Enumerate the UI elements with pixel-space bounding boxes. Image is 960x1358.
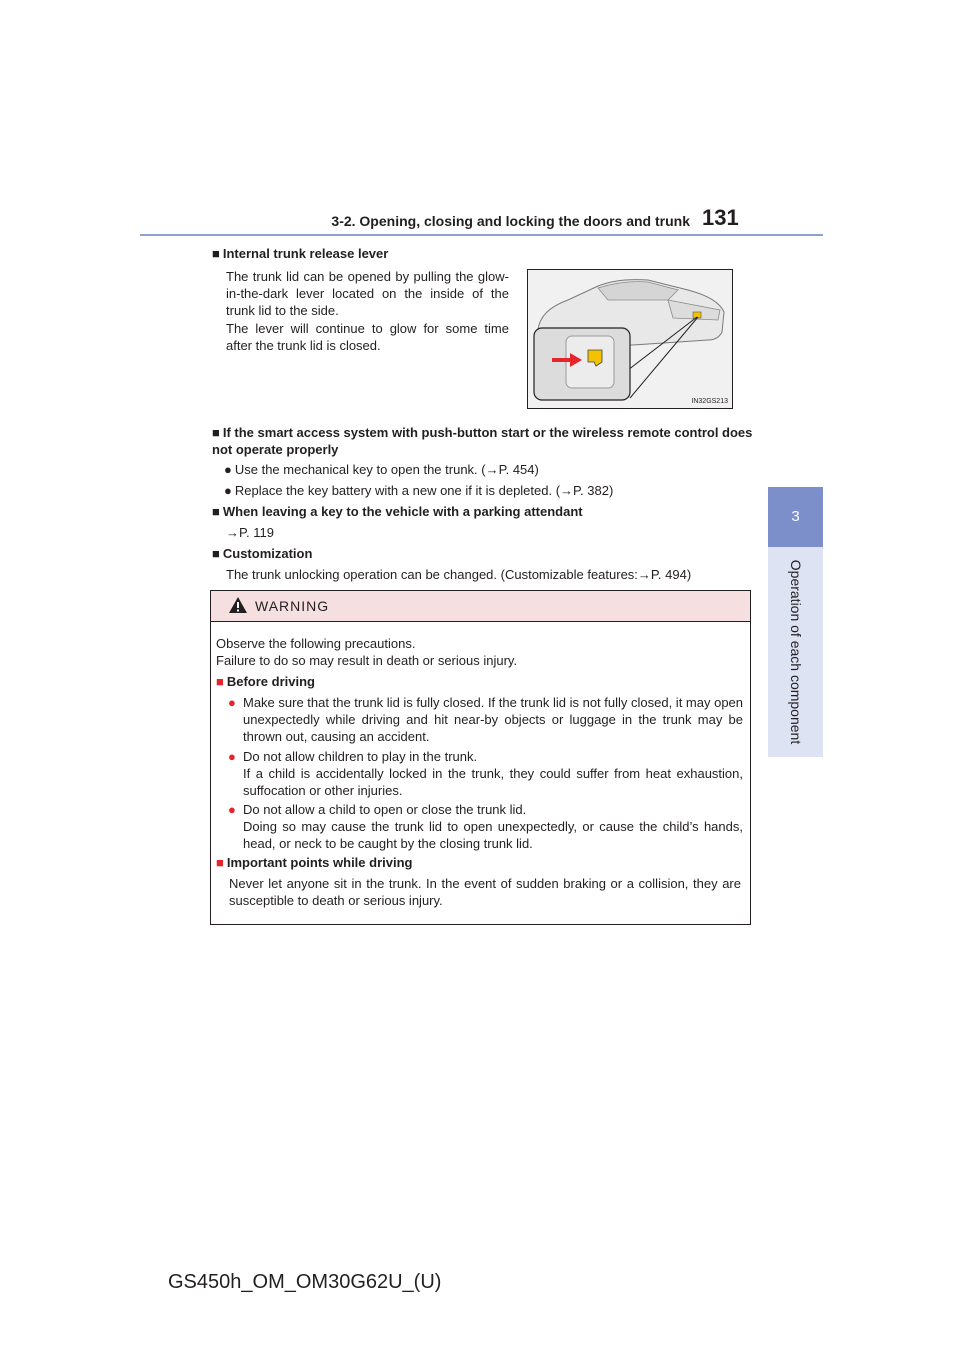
before-bullet-2a: Do not allow children to play in the trunk. — [243, 749, 478, 764]
important-points-heading: ■ Important points while driving — [216, 855, 413, 870]
parking-ref: →P. 119 — [226, 525, 274, 540]
warning-intro-1: Observe the following precautions. — [216, 636, 416, 651]
customization-heading: ■ Customization — [212, 546, 313, 561]
warning-intro-2: Failure to do so may result in death or serious injury. — [216, 653, 518, 668]
important-points-text: Never let anyone sit in the trunk. In the event of sudden braking or a collision, they are susceptible to death or serious injury. — [229, 876, 741, 908]
smart-access-bullet-2: ● Replace the key battery with a new one if it is depleted. (→P. 382) — [224, 483, 614, 498]
internal-lever-para2: The lever will continue to glow for some time after the trunk lid is closed. — [226, 321, 509, 353]
smart-access-bullet-1: ● Use the mechanical key to open the trunk. (→P. 454) — [224, 462, 539, 477]
before-driving-heading: ■ Before driving — [216, 674, 315, 689]
document-code: GS450h_OM_OM30G62U_(U) — [168, 1271, 442, 1293]
chapter-tab-label: Operation of each component — [787, 559, 804, 745]
bullet-dot-2: ● — [228, 749, 236, 764]
chapter-tab-number: 3 — [768, 487, 823, 547]
parking-heading: ■ When leaving a key to the vehicle with a parking attendant — [212, 504, 583, 519]
bullet-dot-1: ● — [228, 695, 236, 710]
warning-label: WARNING — [255, 598, 330, 614]
smart-access-heading: ■ If the smart access system with push-button start or the wireless remote control does not operate properly — [212, 425, 753, 457]
before-bullet-3b: Doing so may cause the trunk lid to open unexpectedly, or cause the child’s hands, head, or neck to be caught by the closing trunk lid. — [243, 819, 743, 851]
section-title: 3-2. Opening, closing and locking the doors and trunk — [331, 213, 690, 229]
before-bullet-2b: If a child is accidentally locked in the trunk, they could suffer from heat exhaustion, suffocation or other injuries. — [243, 766, 743, 798]
before-bullet-1: Make sure that the trunk lid is fully closed. If the trunk lid is not fully closed, it may open unexpectedly while driving and hit near-by objects or luggage in the trunk may be thrown out, causing an accident. — [243, 695, 744, 744]
warning-icon — [228, 596, 248, 619]
header-rule — [140, 234, 823, 236]
customization-text: The trunk unlocking operation can be changed. (Customizable features:→P. 494) — [226, 567, 692, 582]
before-bullet-3a: Do not allow a child to open or close the trunk lid. — [243, 802, 527, 817]
page-number: 131 — [702, 205, 739, 230]
image-code: IN32GS213 — [691, 398, 728, 405]
internal-lever-heading: ■ Internal trunk release lever — [212, 246, 389, 261]
internal-lever-para1: The trunk lid can be opened by pulling the glow-in-the-dark lever located on the inside of the trunk lid to the side. — [226, 269, 509, 318]
trunk-lever-illustration — [527, 269, 733, 409]
bullet-dot-3: ● — [228, 802, 236, 817]
